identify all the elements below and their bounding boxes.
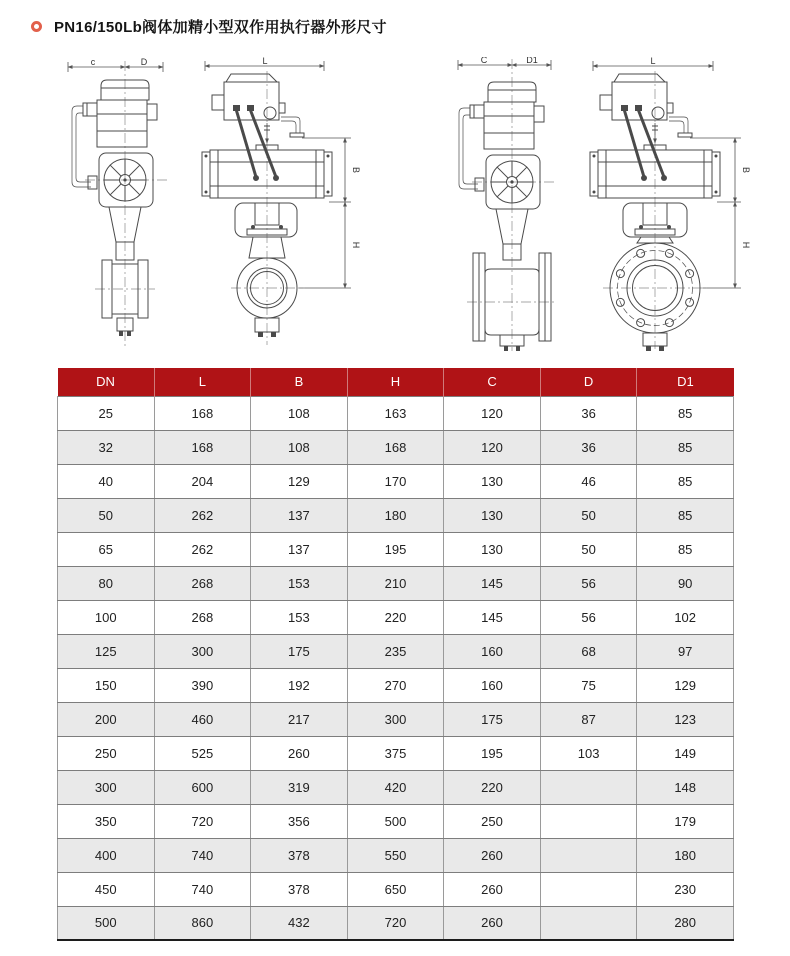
table-cell: 500 — [58, 906, 155, 940]
valve-outline — [72, 80, 157, 336]
table-cell: 85 — [637, 464, 734, 498]
table-cell: 300 — [58, 770, 155, 804]
column-header: D1 — [637, 368, 734, 396]
table-cell: 378 — [251, 838, 348, 872]
table-row — [58, 872, 734, 906]
table-cell: 40 — [58, 464, 155, 498]
table-cell: 46 — [540, 464, 637, 498]
table-cell: 25 — [58, 396, 155, 430]
column-header: C — [444, 368, 541, 396]
table-cell: 50 — [540, 532, 637, 566]
table-cell: 153 — [251, 566, 348, 600]
valve-outline — [459, 82, 551, 351]
table-cell: 85 — [637, 430, 734, 464]
table-cell: 550 — [347, 838, 444, 872]
table-cell: 200 — [58, 702, 155, 736]
table-cell: 130 — [444, 532, 541, 566]
column-header: D — [540, 368, 637, 396]
dim-label-b: B — [741, 166, 751, 174]
table-cell — [540, 906, 637, 940]
table-cell: 108 — [251, 430, 348, 464]
table-cell: 250 — [444, 804, 541, 838]
table-cell: 180 — [347, 498, 444, 532]
column-header: H — [347, 368, 444, 396]
drawing-wafer-valve-front-view — [193, 57, 371, 354]
page-header — [31, 16, 387, 37]
table-cell: 65 — [58, 532, 155, 566]
table-cell: 68 — [540, 634, 637, 668]
table-cell: 390 — [154, 668, 251, 702]
table-cell — [540, 872, 637, 906]
table-row — [58, 498, 734, 532]
table-cell: 149 — [637, 736, 734, 770]
dim-label-c: c — [90, 57, 96, 67]
dim-label-l: L — [650, 57, 656, 66]
dim-label-h: H — [741, 241, 751, 249]
table-cell: 125 — [58, 634, 155, 668]
table-row — [58, 804, 734, 838]
table-cell: 50 — [540, 498, 637, 532]
table-cell: 400 — [58, 838, 155, 872]
table-cell: 260 — [444, 838, 541, 872]
table-cell: 100 — [58, 600, 155, 634]
table-cell: 130 — [444, 498, 541, 532]
dim-label-h: H — [351, 241, 361, 249]
bullet-icon — [31, 21, 42, 32]
table-cell: 860 — [154, 906, 251, 940]
table-cell: 175 — [444, 702, 541, 736]
table-cell: 375 — [347, 736, 444, 770]
table-cell: 85 — [637, 396, 734, 430]
table-cell: 50 — [58, 498, 155, 532]
dimension-table-body — [58, 396, 734, 940]
dimension-lines — [68, 62, 163, 72]
table-cell: 356 — [251, 804, 348, 838]
table-cell: 170 — [347, 464, 444, 498]
table-cell: 217 — [251, 702, 348, 736]
table-cell: 195 — [444, 736, 541, 770]
table-cell: 150 — [58, 668, 155, 702]
table-row — [58, 770, 734, 804]
table-cell: 103 — [540, 736, 637, 770]
table-cell: 204 — [154, 464, 251, 498]
table-cell: 260 — [444, 906, 541, 940]
table-cell: 450 — [58, 872, 155, 906]
technical-drawings — [0, 57, 790, 357]
column-header: B — [251, 368, 348, 396]
table-cell: 32 — [58, 430, 155, 464]
table-row — [58, 566, 734, 600]
table-cell: 210 — [347, 566, 444, 600]
table-cell: 129 — [637, 668, 734, 702]
dim-label-c: C — [480, 57, 488, 65]
table-cell: 85 — [637, 498, 734, 532]
table-cell: 137 — [251, 498, 348, 532]
column-header: DN — [58, 368, 155, 396]
table-cell: 168 — [347, 430, 444, 464]
dimension-table — [57, 368, 734, 941]
table-cell: 420 — [347, 770, 444, 804]
table-row — [58, 396, 734, 430]
table-cell: 650 — [347, 872, 444, 906]
table-cell: 129 — [251, 464, 348, 498]
table-cell: 300 — [347, 702, 444, 736]
table-cell: 180 — [637, 838, 734, 872]
table-cell: 56 — [540, 600, 637, 634]
table-cell: 130 — [444, 464, 541, 498]
table-cell: 90 — [637, 566, 734, 600]
table-cell: 80 — [58, 566, 155, 600]
table-cell: 230 — [637, 872, 734, 906]
table-cell: 75 — [540, 668, 637, 702]
table-cell: 148 — [637, 770, 734, 804]
table-row — [58, 736, 734, 770]
table-cell: 179 — [637, 804, 734, 838]
table-cell: 195 — [347, 532, 444, 566]
table-cell: 235 — [347, 634, 444, 668]
table-cell: 145 — [444, 566, 541, 600]
table-cell: 432 — [251, 906, 348, 940]
table-cell: 500 — [347, 804, 444, 838]
table-cell: 168 — [154, 396, 251, 430]
table-cell: 168 — [154, 430, 251, 464]
table-cell: 123 — [637, 702, 734, 736]
table-cell: 460 — [154, 702, 251, 736]
table-cell: 262 — [154, 498, 251, 532]
table-cell: 262 — [154, 532, 251, 566]
table-cell: 720 — [347, 906, 444, 940]
table-cell: 600 — [154, 770, 251, 804]
table-cell: 192 — [251, 668, 348, 702]
table-cell: 56 — [540, 566, 637, 600]
table-cell: 36 — [540, 430, 637, 464]
dim-label-d1: D1 — [526, 57, 538, 65]
drawing-wafer-valve-side-view — [55, 57, 192, 354]
table-cell: 260 — [444, 872, 541, 906]
table-cell: 280 — [637, 906, 734, 940]
header-row — [58, 368, 734, 396]
table-cell: 36 — [540, 396, 637, 430]
dim-label-b: B — [351, 166, 361, 174]
table-cell: 160 — [444, 634, 541, 668]
table-cell: 163 — [347, 396, 444, 430]
table-cell: 137 — [251, 532, 348, 566]
table-cell: 220 — [347, 600, 444, 634]
table-row — [58, 532, 734, 566]
drawing-flanged-valve-front-view — [585, 57, 763, 354]
table-cell: 250 — [58, 736, 155, 770]
table-cell: 268 — [154, 566, 251, 600]
table-row — [58, 634, 734, 668]
dimension-lines — [205, 61, 351, 288]
table-cell: 740 — [154, 838, 251, 872]
table-cell: 120 — [444, 396, 541, 430]
table-cell: 740 — [154, 872, 251, 906]
table-cell: 268 — [154, 600, 251, 634]
table-cell: 85 — [637, 532, 734, 566]
table-cell: 120 — [444, 430, 541, 464]
table-cell — [540, 838, 637, 872]
table-cell: 260 — [251, 736, 348, 770]
table-cell: 97 — [637, 634, 734, 668]
table-row — [58, 430, 734, 464]
table-row — [58, 906, 734, 940]
table-cell — [540, 804, 637, 838]
table-cell: 160 — [444, 668, 541, 702]
table-cell: 350 — [58, 804, 155, 838]
column-header: L — [154, 368, 251, 396]
drawing-flanged-valve-side-view — [437, 57, 577, 354]
table-cell: 300 — [154, 634, 251, 668]
table-cell: 525 — [154, 736, 251, 770]
table-row — [58, 668, 734, 702]
table-cell: 145 — [444, 600, 541, 634]
table-cell: 220 — [444, 770, 541, 804]
table-cell — [540, 770, 637, 804]
dim-label-l: L — [262, 57, 268, 66]
dim-label-d: D — [140, 57, 148, 67]
table-cell: 108 — [251, 396, 348, 430]
table-cell: 319 — [251, 770, 348, 804]
table-row — [58, 600, 734, 634]
table-row — [58, 464, 734, 498]
dimension-table-header — [58, 368, 734, 396]
table-row — [58, 702, 734, 736]
table-cell: 720 — [154, 804, 251, 838]
table-cell: 87 — [540, 702, 637, 736]
table-cell: 175 — [251, 634, 348, 668]
table-cell: 378 — [251, 872, 348, 906]
table-row — [58, 838, 734, 872]
table-cell: 153 — [251, 600, 348, 634]
page-title: PN16/150Lb阀体加精小型双作用执行器外形尺寸 — [54, 19, 387, 36]
table-cell: 102 — [637, 600, 734, 634]
table-cell: 270 — [347, 668, 444, 702]
